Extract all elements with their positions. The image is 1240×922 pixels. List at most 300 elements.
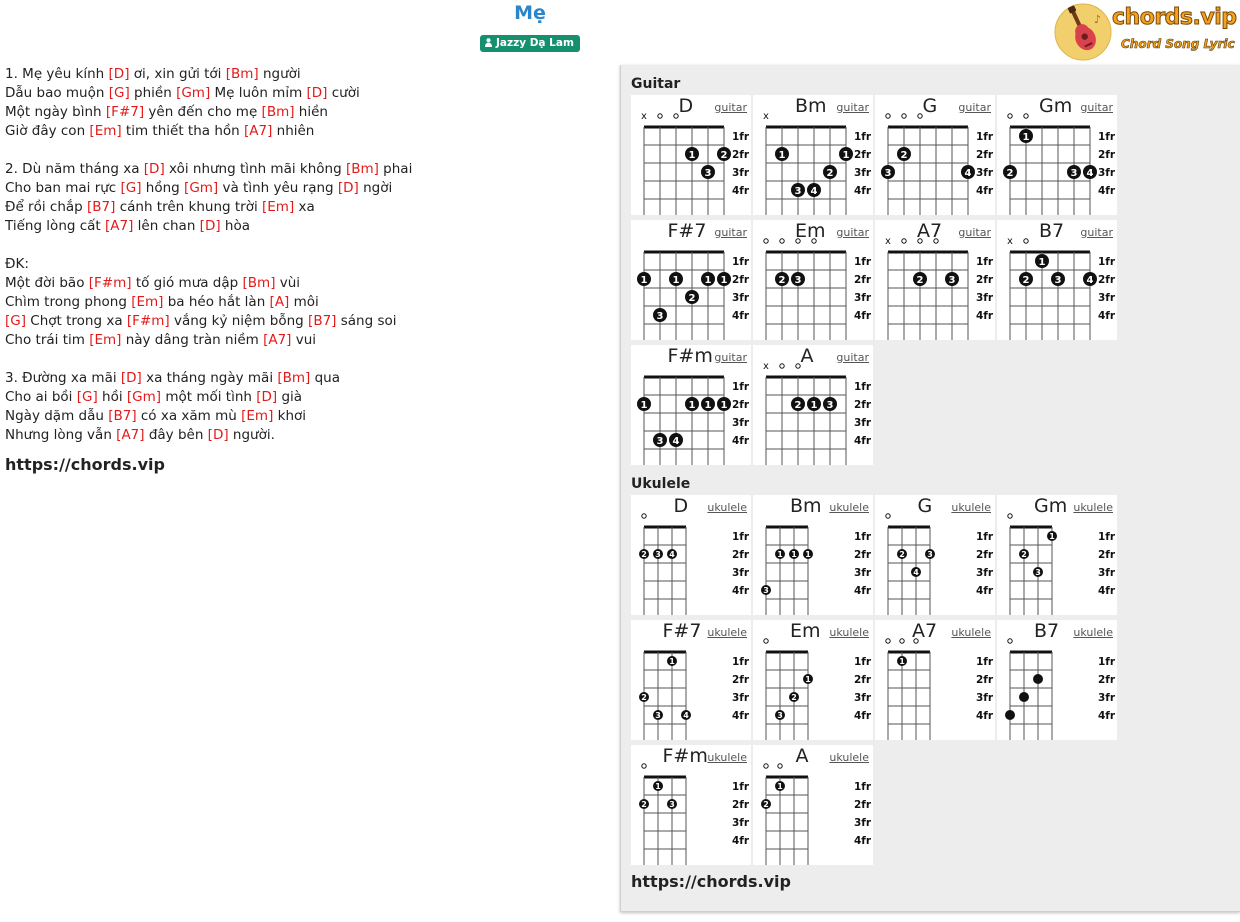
lyric-text: Một đời bão (5, 275, 89, 291)
guitar-link[interactable]: guitar (1080, 226, 1113, 239)
finger-number: 1 (842, 150, 850, 161)
lyric-text: tim thiết tha hồn (121, 123, 244, 139)
finger-number: 1 (720, 275, 728, 286)
open-string-marker (642, 764, 646, 768)
chord-name: Gm (1034, 495, 1068, 517)
ukulele-link[interactable]: ukulele (829, 626, 869, 639)
open-string-marker (764, 764, 768, 768)
ukulele-chord-card-gm[interactable] (997, 495, 1117, 615)
open-string-marker (642, 514, 646, 518)
ukulele-chord-card-b7[interactable] (997, 620, 1117, 740)
ukulele-link[interactable]: ukulele (707, 626, 747, 639)
fret-label: 4fr (732, 435, 750, 447)
guitar-chord-card-g[interactable] (875, 95, 995, 215)
finger-number: 4 (1086, 275, 1094, 286)
finger-number: 3 (1070, 168, 1078, 179)
site-logo[interactable] (1054, 3, 1237, 61)
chord-name: G (917, 495, 933, 517)
fret-label: 2fr (854, 799, 872, 811)
lyric-chord[interactable]: [Em] (89, 123, 122, 139)
open-string-marker (886, 114, 890, 118)
finger-number: 1 (1022, 132, 1030, 143)
lyric-text: 3. Đường xa mãi (5, 370, 121, 386)
fret-label: 4fr (976, 310, 994, 322)
lyric-chord[interactable]: [Gm] (184, 180, 219, 196)
lyric-text: môi (289, 294, 319, 310)
open-string-marker (764, 239, 768, 243)
author-badge[interactable] (480, 35, 580, 52)
fret-label: 4fr (854, 835, 872, 847)
finger-number: 3 (763, 586, 769, 595)
lyric-line (5, 236, 412, 255)
lyric-line (5, 426, 412, 445)
lyric-text: sáng soi (336, 313, 397, 329)
finger-number: 2 (641, 693, 647, 702)
fret-label: 1fr (1098, 656, 1116, 668)
lyric-text: Cho trái tim (5, 332, 90, 348)
lyric-chord[interactable]: [Em] (262, 199, 295, 215)
ukulele-link[interactable]: ukulele (1073, 501, 1113, 514)
fret-label: 3fr (976, 692, 994, 704)
lyric-text: Tiếng lòng cất (5, 218, 106, 234)
finger-number: 2 (916, 275, 924, 286)
guitar-link[interactable]: guitar (1080, 101, 1113, 114)
fret-label: 2fr (732, 799, 750, 811)
lyric-line (5, 312, 412, 331)
guitar-chord-card-em[interactable] (753, 220, 873, 340)
lyric-text: qua (310, 370, 341, 386)
guitar-chord-card-fsharpm[interactable] (631, 345, 751, 465)
finger-number: 2 (1021, 550, 1027, 559)
lyric-line (5, 407, 412, 426)
chord-name: B7 (1034, 620, 1060, 642)
lyric-text: phiền (129, 85, 177, 101)
lyric-line (5, 255, 412, 274)
lyric-text: phai (378, 161, 413, 177)
lyric-line (5, 293, 412, 312)
finger-number: 3 (1035, 568, 1041, 577)
lyric-chord[interactable]: [Gm] (176, 85, 211, 101)
open-string-marker (764, 639, 768, 643)
fret-label: 2fr (854, 274, 872, 286)
lyric-chord[interactable]: [D] (306, 85, 328, 101)
finger-number: 3 (669, 800, 675, 809)
ukulele-chord-grid (631, 495, 1119, 865)
fret-label: 4fr (732, 310, 750, 322)
finger-number: 1 (688, 400, 696, 411)
finger-number: 1 (704, 400, 712, 411)
finger-number: 1 (778, 150, 786, 161)
guitar-chord-card-gm[interactable] (997, 95, 1117, 215)
chord-name: G (922, 95, 938, 117)
fret-label: 3fr (976, 292, 994, 304)
chord-name: A7 (917, 220, 943, 242)
lyric-chord[interactable]: [Bm] (277, 370, 311, 386)
lyric-chord[interactable]: [F#m] (88, 275, 132, 291)
guitar-link[interactable]: guitar (836, 351, 869, 364)
lyric-chord[interactable]: [B7] (108, 408, 137, 424)
guitar-chord-card-b7[interactable] (997, 220, 1117, 340)
open-string-marker (886, 514, 890, 518)
finger-number: 2 (641, 550, 647, 559)
lyric-text: một mối tình (161, 389, 257, 405)
fret-label: 3fr (854, 417, 872, 429)
ukulele-link[interactable]: ukulele (707, 501, 747, 514)
fret-label: 2fr (976, 149, 994, 161)
lyric-chord[interactable]: [D] (207, 427, 229, 443)
fret-label: 1fr (732, 381, 750, 393)
lyric-chord[interactable]: [A7] (243, 123, 273, 139)
lyric-chord[interactable]: [G] (108, 85, 130, 101)
finger-number: 2 (641, 800, 647, 809)
lyric-chord[interactable]: [D] (108, 66, 130, 82)
ukulele-link[interactable]: ukulele (707, 751, 747, 764)
lyric-line (5, 198, 412, 217)
fret-label: 2fr (732, 399, 750, 411)
lyric-chord[interactable]: [D] (256, 389, 278, 405)
fret-label: 4fr (732, 185, 750, 197)
ukulele-link[interactable]: ukulele (829, 501, 869, 514)
chord-name: D (678, 95, 694, 117)
person-icon (485, 38, 492, 47)
open-string-marker (900, 639, 904, 643)
lyric-chord[interactable]: [G] (76, 389, 98, 405)
fret-label: 1fr (1098, 131, 1116, 143)
fret-label: 1fr (854, 781, 872, 793)
guitar-link[interactable]: guitar (836, 101, 869, 114)
author-name: Jazzy Dạ Lam (496, 37, 574, 49)
lyric-text: yên đến cho mẹ (144, 104, 262, 120)
fret-label: 1fr (854, 531, 872, 543)
lyric-text: Cho ai bồi (5, 389, 77, 405)
lyric-chord[interactable]: [G] (120, 180, 142, 196)
lyric-text: Ngày dặm dẫu (5, 408, 109, 424)
ukulele-chord-card-a7[interactable] (875, 620, 995, 740)
guitar-chord-card-a7[interactable] (875, 220, 995, 340)
chord-diagram-panel (620, 65, 1240, 912)
lyric-text: vui (291, 332, 317, 348)
lyrics-site-url[interactable]: https://chords.vip (5, 455, 165, 474)
fret-label: 2fr (976, 549, 994, 561)
finger-number: 1 (1049, 532, 1055, 541)
lyric-text: Giờ đây con (5, 123, 90, 139)
guitar-link[interactable]: guitar (714, 351, 747, 364)
fret-label: 2fr (732, 674, 750, 686)
open-string-marker (1008, 639, 1012, 643)
chord-name: Bm (790, 495, 822, 517)
finger-number: 1 (640, 275, 648, 286)
ukulele-link[interactable]: ukulele (951, 501, 991, 514)
open-string-marker (658, 114, 662, 118)
ukulele-link[interactable]: ukulele (951, 626, 991, 639)
guitar-chord-card-d[interactable] (631, 95, 751, 215)
guitar-link[interactable]: guitar (714, 101, 747, 114)
fret-label: 2fr (1098, 549, 1116, 561)
finger-number: 2 (778, 275, 786, 286)
lyric-chord[interactable]: [D] (120, 370, 142, 386)
ukulele-chord-card-fsharp7[interactable] (631, 620, 751, 740)
finger-number: 3 (777, 711, 783, 720)
lyric-text: già (277, 389, 303, 405)
lyric-text: cánh trên khung trời (115, 199, 263, 215)
finger-number: 4 (683, 711, 689, 720)
lyric-text: Để rồi chắp (5, 199, 88, 215)
fret-label: 2fr (854, 549, 872, 561)
fret-label: 3fr (1098, 292, 1116, 304)
fret-label: 1fr (976, 131, 994, 143)
lyric-text: lên chan (133, 218, 200, 234)
finger-number: 1 (810, 400, 818, 411)
lyric-chord[interactable]: [A7] (105, 218, 134, 234)
lyric-line (5, 274, 412, 293)
lyric-text: hòa (220, 218, 250, 234)
lyric-text: 2. Dù năm tháng xa (5, 161, 144, 177)
finger-number: 4 (672, 436, 680, 447)
lyric-line (5, 65, 412, 84)
lyric-text: tố gió mưa dập (131, 275, 243, 291)
lyric-text: Một ngày bình (5, 104, 106, 120)
lyric-text: vùi (275, 275, 301, 291)
lyric-text: hồi (97, 389, 127, 405)
muted-string-marker: x (885, 236, 891, 247)
fret-label: 4fr (854, 585, 872, 597)
lyric-chord[interactable]: [D] (143, 161, 165, 177)
fret-label: 3fr (854, 692, 872, 704)
fret-label: 2fr (1098, 149, 1116, 161)
finger-number: 2 (826, 168, 834, 179)
fret-label: 3fr (732, 167, 750, 179)
finger-number: 2 (791, 693, 797, 702)
fret-label: 2fr (854, 399, 872, 411)
finger-number: 2 (720, 150, 728, 161)
finger-number: 1 (1038, 257, 1046, 268)
lyric-text: Cho ban mai rực (5, 180, 121, 196)
lyric-text: Nhưng lòng vẫn (5, 427, 117, 443)
finger-number: 4 (964, 168, 972, 179)
chord-name: A (800, 345, 814, 367)
finger-number: 2 (899, 550, 905, 559)
open-string-marker (778, 764, 782, 768)
finger-number: 1 (777, 782, 783, 791)
fret-label: 1fr (854, 256, 872, 268)
fret-label: 2fr (732, 274, 750, 286)
guitar-section-title: Guitar (631, 76, 681, 92)
open-string-marker (1024, 114, 1028, 118)
lyric-chord[interactable]: [Bm] (242, 275, 276, 291)
fret-label: 2fr (854, 149, 872, 161)
muted-string-marker: x (763, 111, 769, 122)
guitar-chord-card-fsharp7[interactable] (631, 220, 751, 340)
lyric-line (5, 141, 412, 160)
finger-number: 1 (805, 675, 811, 684)
lyric-text: Chợt trong xa (26, 313, 127, 329)
lyric-chord[interactable]: [Gm] (126, 389, 162, 405)
fret-label: 3fr (854, 567, 872, 579)
lyric-text: ơi, xin gửi tới (129, 66, 226, 82)
fret-label: 4fr (976, 585, 994, 597)
finger-number: 2 (1006, 168, 1014, 179)
guitar-chord-grid (631, 95, 1119, 465)
fret-label: 3fr (732, 692, 750, 704)
lyric-text: và tình yêu rạng (218, 180, 338, 196)
finger-number: 3 (884, 168, 892, 179)
fret-label: 1fr (732, 531, 750, 543)
open-string-marker (1008, 114, 1012, 118)
finger-number: 1 (805, 550, 811, 559)
guitar-link[interactable]: guitar (958, 226, 991, 239)
lyric-text: hồng (141, 180, 185, 196)
chord-name: F#7 (662, 620, 702, 642)
logo-subtitle: Chord Song Lyric (1121, 37, 1235, 51)
lyric-text: người (258, 66, 301, 82)
lyric-line (5, 350, 412, 369)
lyric-chord[interactable]: [A] (269, 294, 290, 310)
ukulele-chord-card-a[interactable] (753, 745, 873, 865)
guitar-link[interactable]: guitar (958, 101, 991, 114)
ukulele-chord-card-fsharpm[interactable] (631, 745, 751, 865)
ukulele-chord-card-em[interactable] (753, 620, 873, 740)
guitar-link[interactable]: guitar (714, 226, 747, 239)
fret-label: 3fr (976, 567, 994, 579)
lyric-chord[interactable]: [F#m] (126, 313, 170, 329)
fret-label: 3fr (854, 167, 872, 179)
finger-number: 1 (669, 657, 675, 666)
finger-number: 1 (704, 275, 712, 286)
finger-number: 3 (927, 550, 933, 559)
lyric-chord[interactable]: [B7] (87, 199, 116, 215)
open-string-marker (886, 639, 890, 643)
finger-number: 3 (826, 400, 834, 411)
chord-name: Gm (1039, 95, 1073, 117)
fret-label: 1fr (732, 781, 750, 793)
chord-name: B7 (1039, 220, 1065, 242)
lyric-text: hiền (294, 104, 328, 120)
ukulele-chord-card-d[interactable] (631, 495, 751, 615)
chord-name: F#m (667, 345, 713, 367)
lyric-chord[interactable]: [Em] (89, 332, 122, 348)
fret-label: 2fr (1098, 274, 1116, 286)
fret-label: 1fr (854, 381, 872, 393)
lyric-chord[interactable]: [Em] (241, 408, 274, 424)
fret-label: 4fr (1098, 710, 1116, 722)
chord-name: Em (795, 220, 826, 242)
open-string-marker (902, 239, 906, 243)
chord-name: F#m (662, 745, 708, 767)
lyric-text: Chìm trong phong (5, 294, 132, 310)
lyric-chord[interactable]: [Bm] (261, 104, 295, 120)
ukulele-link[interactable]: ukulele (829, 751, 869, 764)
lyric-chord[interactable]: [A7] (263, 332, 292, 348)
fret-label: 1fr (976, 656, 994, 668)
lyric-line (5, 217, 412, 236)
lyric-text: Mẹ luôn mỉm (210, 85, 307, 101)
fret-label: 1fr (1098, 531, 1116, 543)
lyric-line (5, 84, 412, 103)
open-string-marker (780, 239, 784, 243)
ukulele-link[interactable]: ukulele (1073, 626, 1113, 639)
fret-label: 1fr (732, 131, 750, 143)
lyric-chord[interactable]: [G] (5, 313, 26, 329)
fret-label: 4fr (976, 710, 994, 722)
fret-label: 1fr (732, 256, 750, 268)
fret-label: 3fr (732, 417, 750, 429)
lyrics-block (5, 65, 412, 474)
finger-number: 1 (655, 782, 661, 791)
guitar-chord-card-a[interactable] (753, 345, 873, 465)
open-string-marker (1008, 514, 1012, 518)
finger-number: 3 (794, 186, 802, 197)
fret-label: 3fr (854, 817, 872, 829)
panel-site-url[interactable]: https://chords.vip (631, 872, 791, 891)
fret-label: 2fr (976, 274, 994, 286)
lyric-chord[interactable]: [Em] (131, 294, 164, 310)
lyric-line (5, 160, 412, 179)
finger-dot (1019, 692, 1029, 702)
lyric-chord[interactable]: [Bm] (345, 161, 379, 177)
lyric-chord[interactable]: [B7] (308, 313, 337, 329)
chord-name: A (795, 745, 809, 767)
lyric-text: xa tháng ngày mãi (141, 370, 278, 386)
chord-name: F#7 (667, 220, 707, 242)
finger-number: 1 (720, 400, 728, 411)
fret-label: 1fr (976, 256, 994, 268)
lyric-text: ngời (358, 180, 393, 196)
fret-label: 3fr (976, 167, 994, 179)
lyric-chord[interactable]: [Bm] (225, 66, 259, 82)
ukulele-chord-card-g[interactable] (875, 495, 995, 615)
finger-number: 3 (656, 311, 664, 322)
finger-number: 1 (672, 275, 680, 286)
fret-label: 3fr (1098, 167, 1116, 179)
fret-label: 4fr (1098, 310, 1116, 322)
lyric-line (5, 179, 412, 198)
finger-number: 2 (900, 150, 908, 161)
fret-label: 3fr (732, 817, 750, 829)
finger-dot (1005, 710, 1015, 720)
open-string-marker (902, 114, 906, 118)
fret-label: 4fr (854, 185, 872, 197)
fret-label: 4fr (854, 710, 872, 722)
open-string-marker (1024, 239, 1028, 243)
guitar-logo-icon (1054, 3, 1112, 61)
lyric-text: người. (228, 427, 275, 443)
song-title: Mẹ (514, 2, 546, 24)
lyric-text: ĐK: (5, 256, 29, 272)
lyric-line (5, 388, 412, 407)
lyric-chord[interactable]: [D] (337, 180, 359, 196)
finger-number: 1 (899, 657, 905, 666)
svg-text:♪: ♪ (1094, 13, 1102, 26)
lyric-text: này dâng tràn niềm (121, 332, 264, 348)
lyric-chord[interactable]: [D] (199, 218, 221, 234)
fret-label: 1fr (854, 131, 872, 143)
finger-number: 3 (948, 275, 956, 286)
fret-label: 1fr (976, 531, 994, 543)
muted-string-marker: x (763, 361, 769, 372)
open-string-marker (780, 364, 784, 368)
finger-number: 3 (704, 168, 712, 179)
lyric-chord[interactable]: [F#7] (105, 104, 145, 120)
guitar-chord-card-bm[interactable] (753, 95, 873, 215)
lyric-text: cười (327, 85, 360, 101)
lyric-text: vắng kỷ niệm bỗng (169, 313, 309, 329)
lyric-text: xa (294, 199, 315, 215)
lyric-chord[interactable]: [A7] (116, 427, 145, 443)
ukulele-chord-card-bm[interactable] (753, 495, 873, 615)
fret-label: 4fr (732, 710, 750, 722)
finger-number: 3 (656, 436, 664, 447)
guitar-link[interactable]: guitar (836, 226, 869, 239)
